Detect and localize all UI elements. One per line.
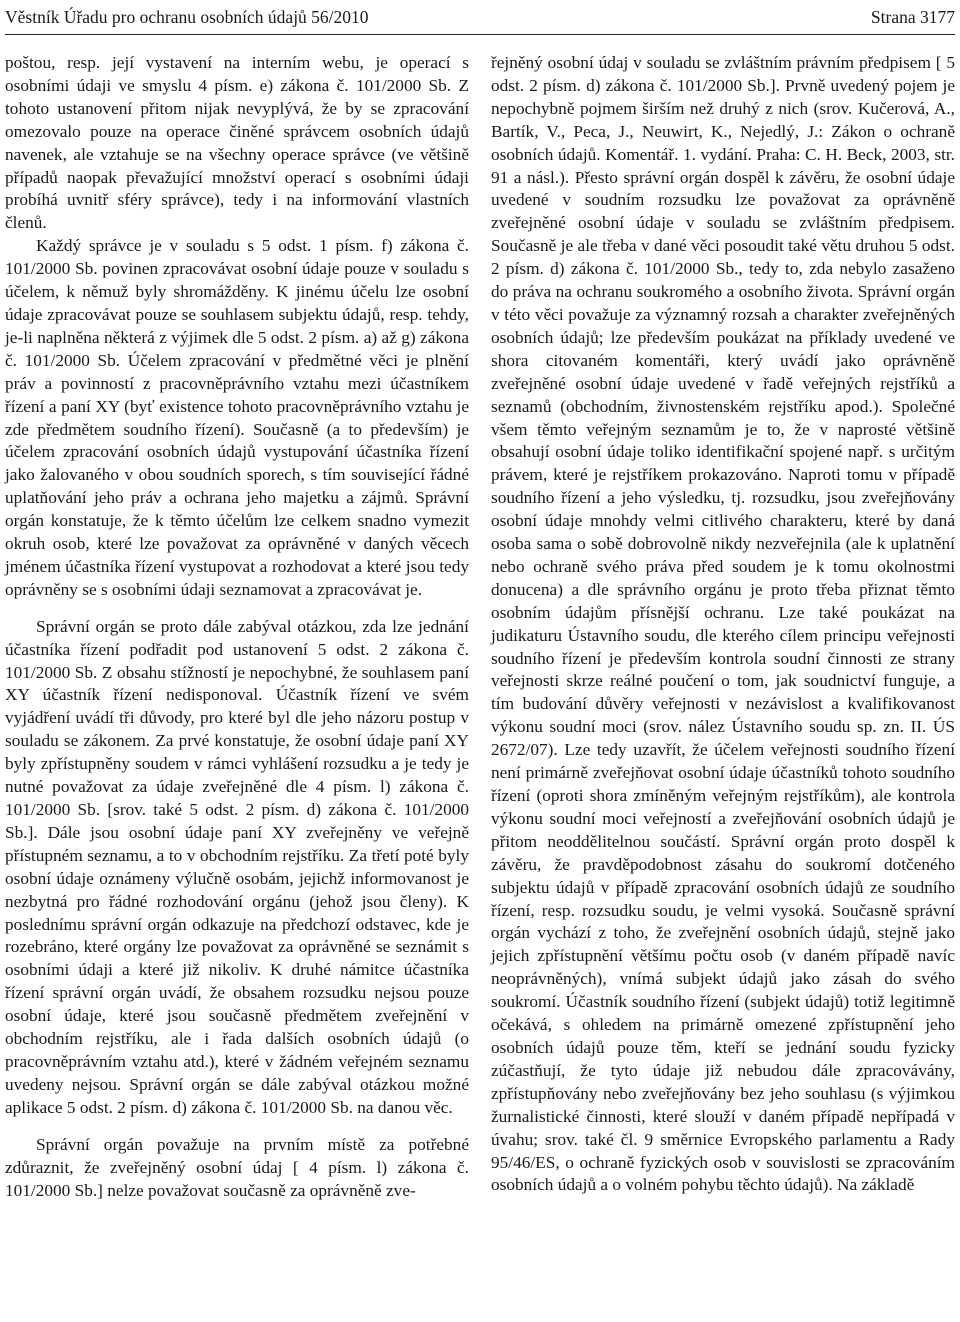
right-column: [491, 52, 955, 1197]
paragraph: řejněný osobní údaj v souladu se zvláštním právním předpisem [ 5 odst. 2 písm. d) zákona č. 101/2000 Sb.]. Prvně uvedený pojem je nepochybně pojmem širším než druhý z nich (srov. Kučerová, A., Bartík, V., Peca, J., Neuwirt, K., Nejedlý, J.: Zákon o ochraně osobních údajů. Komentář. 1. vydání. Praha: C. H. Beck, 2003, str. 91 a násl.). Přesto správní orgán dospěl k závěru, že osobní údaje uvedené v soudním rozsudku lze považovat za oprávněně zveřejněné osobní údaje v souladu se zvláštním předpisem. Současně je ale třeba v dané věci posoudit také větu druhou 5 odst. 2 písm. d) zákona č. 101/2000 Sb., tedy to, zda nebylo zasaženo do práva na ochranu soukromého a osobního života. Správní orgán v této věci považuje za významný rozsah a charakter zveřejněných osobních údajů; lze především poukázat na příklady uvedené ve shora citovaném komentáři, který uvádí jako oprávněně zveřejněné osobní údaje uvedené v řadě veřejných rejstříků a seznamů (obchodním, živnostenském rejstříku apod.). Společné všem těmto veřejným seznamům je to, že v naprosté většině obsahují osobní údaje toliko identifikační spojené např. s určitým právem, které je rejstříkem prokazováno. Naproti tomu v případě soudního řízení a jeho výsledku, tj. rozsudku, jsou zveřejňovány osobní údaje mnohdy velmi citlivého charakteru, které by daná osoba sama o sobě dobrovolně nikdy nezveřejnila (ale k uplatnění nebo ochraně svého práva před soudem je k tomu okolnostmi donucena) a dle správního orgánu je proto třeba přiznat těmto osobním údajům přísnější ochranu. Lze také poukázat na judikaturu Ústavního soudu, dle kterého cílem principu veřejnosti soudního řízení je především kontrola soudní činnosti ze strany veřejnosti skrze reálné poučení o tom, jak soudnictví funguje, a tím budování důvěry veřejnosti v nezávislost a kvalifikovanost výkonu soudní moci (srov. nález Ústavního soudu sp. zn. II. ÚS 2672/07). Lze tedy uzavřít, že účelem veřejnosti soudního řízení není primárně zveřejňovat osobní údaje účastníků tohoto soudního řízení (oproti shora zmíněným veřejným rejstříkům), ale kontrola výkonu soudní moci veřejností a zveřejňování osobních údajů je přitom neoddělitelnou součástí. Správní orgán proto dospěl k závěru, že pravděpodobnost zásahu do soukromí dotčeného subjektu údajů v případě zpracování osobních údajů ze soudního řízení, resp. rozsudku soudu, je velmi vysoká. Současně správní orgán vychází z toho, že zveřejnění osobních údajů, stejně jako jejich zpřístupnění většímu počtu osob (v daném případě navíc neoprávněných), vnímá subjekt údajů jako zásah do svého soukromí. Účastník soudního řízení (subjekt údajů) totiž legitimně očekává, s ohledem na primárně omezené zpřístupnění jeho osobních údajů pouze těm, kteří se jednání soudu fyzicky zúčastňují, že tyto údaje již nebudou dále zpracovávány, zpřístupňovány nebo zveřejňovány bez jeho souhlasu (s výjimkou žurnalistické činnosti, které slouží v daném případě nepřípadá v úvahu; srov. také čl. 9 směrnice Evropského parlamentu a Rady 95/46/ES, o ochraně fyzických osob v souvislosti se zpracováním osobních údajů a o volném pohybu těchto údajů). Na základě: [491, 53, 955, 1195]
paragraph: Každý správce je v souladu s 5 odst. 1 písm. f) zákona č. 101/2000 Sb. povinen zpracovávat osobní údaje pouze v souladu s účelem, k němuž byly shromážděny. K jinému účelu lze osobní údaje zpracovávat pouze se souhlasem subjektu údajů, resp. tehdy, je-li naplněna některá z výjimek dle 5 odst. 2 písm. a) až g) zákona č. 101/2000 Sb. Účelem zpracování v předmětné věci je plnění práv a povinností z pracovněprávního vztahu mezi účastníkem řízení a paní XY (byť existence tohoto pracovněprávního vztahu je zde předmětem soudního řízení). Současně (a to především) je účelem zpracování osobních údajů vystupování účastníka řízení jako žalovaného v obou soudních sporech, s tím související řádné uplatňování jeho práv a ochrana jeho majetku a zájmů. Správní orgán konstatuje, že k těmto účelům lze celkem snadno vymezit okruh osob, které lze považovat za oprávněné v daných věcech jménem účastníka řízení vystupovat a rozhodovat a které jsou tedy oprávněny se s osobními údaji seznamovat a zpracovávat je.: [5, 236, 469, 599]
paragraph: Správní orgán považuje na prvním místě za potřebné zdůraznit, že zveřejněný osobní údaj [ 4 písm. l) zákona č. 101/2000 Sb.] nelze považovat současně za oprávněně zve-: [5, 1134, 469, 1200]
paragraph: Správní orgán se proto dále zabýval otázkou, zda lze jednání účastníka řízení podřadit pod ustanovení 5 odst. 2 zákona č. 101/2000 Sb. Z obsahu stížností je nepochybné, že souhlasem paní XY účastník řízení nedisponoval. Účastník řízení ve svém vyjádření uvádí tři důvody, pro které byl dle jeho názoru postup v souladu se zákonem. Za prvé konstatuje, že osobní údaje paní XY byly zpřístupněny soudem v rámci vyhlášení rozsudku a je tedy je nutné považovat za údaje zveřejněné dle 4 písm. l) zákona č. 101/2000 Sb. [srov. také 5 odst. 2 písm. d) zákona č. 101/2000 Sb.]. Dále jsou osobní údaje paní XY zveřejněny ve veřejně přístupném seznamu, a to v obchodním rejstříku. Za třetí poté byly osobní údaje oznámeny výlučně osobám, jejichž informovanost je nezbytná pro řádné rozhodování orgánu (jehož jsou členy). K poslednímu správní orgán odkazuje na předchozí odstavec, kde je rozebráno, které orgány lze považovat za oprávněné se seznámit s osobními údaji a které již nikoliv. K druhé námitce účastníka řízení správní orgán uvádí, že obsahem rozsudku nejsou pouze osobní údaje, které jsou současně předmětem zveřejnění v obchodním rejstříku, ale i řada dalších osobních údajů (o pracovněprávním vztahu atd.), které v žádném veřejném seznamu uvedeny nejsou. Správní orgán se dále zabýval otázkou možné aplikace 5 odst. 2 písm. d) zákona č. 101/2000 Sb. na danou věc.: [5, 616, 469, 1117]
page-number: Strana 3177: [870, 6, 955, 27]
left-column: [5, 52, 469, 1202]
page-header: [5, 0, 955, 35]
journal-title: Věstník Úřadu pro ochranu osobních údajů 56/2010: [5, 6, 369, 27]
paragraph: poštou, resp. její vystavení na interním webu, je operací s osobními údaji ve smyslu 4 písm. e) zákona č. 101/2000 Sb. Z tohoto ustanovení přitom nijak nevyplývá, že by se zpracování omezovalo pouze na operace činěné správcem osobních údajů navenek, ale vztahuje se na všechny operace správce (ve většině případů naopak převažující množství operací s osobními údaji probíhá uvnitř sféry správce), tedy i na informování vlastních členů.: [5, 53, 469, 233]
